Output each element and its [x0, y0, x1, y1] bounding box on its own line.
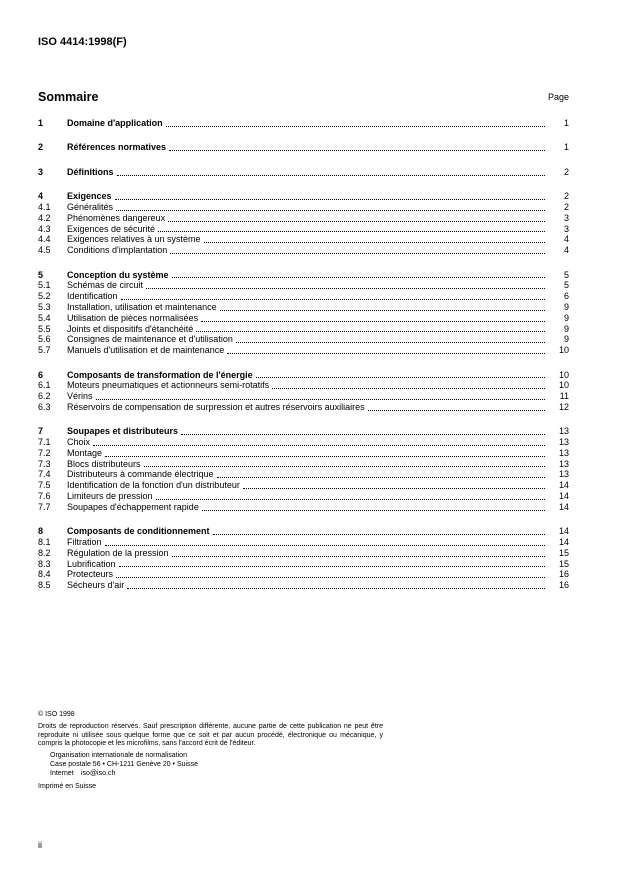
- toc-subsection-row: [38, 580, 569, 591]
- toc-section-group: [38, 167, 569, 178]
- toc-dot-leader: [121, 299, 545, 300]
- toc-entry-title: Composants de conditionnement: [67, 526, 210, 537]
- toc-entry-number: 6: [38, 369, 44, 380]
- toc-entry-title: Exigences relatives à un système: [67, 234, 201, 245]
- toc-section-group: [38, 526, 569, 591]
- toc-entry-title: Soupapes d'échappement rapide: [67, 501, 199, 512]
- toc-entry-number: 4.3: [38, 223, 51, 234]
- internet-email: iso@iso.ch: [81, 769, 116, 777]
- printed-in: Imprimé en Suisse: [38, 782, 96, 790]
- toc-entry-number: 6.1: [38, 380, 51, 391]
- toc-entry-number: 4.1: [38, 201, 51, 212]
- toc-section-row: [38, 526, 569, 537]
- publisher-postal-address: Case postale 56 • CH-1211 Genève 20 • Suisse: [50, 760, 198, 768]
- toc-entry-title: Domaine d'application: [67, 118, 163, 128]
- toc-entry-page: 9: [563, 323, 569, 334]
- toc-section-row: [38, 142, 569, 153]
- copyright-line: © ISO 1998: [38, 711, 75, 718]
- toc-entry-title: Références normatives: [67, 142, 167, 153]
- toc-entry-number: 5.6: [38, 334, 51, 345]
- toc-entry-number: 5.3: [38, 301, 51, 312]
- toc-entry-page: 2: [563, 166, 569, 177]
- toc-subsection-row: [38, 234, 569, 245]
- toc-entry-title: Lubrification: [67, 558, 116, 569]
- toc-page-column-label: Page: [547, 92, 569, 102]
- toc-entry-page: 4: [563, 234, 569, 245]
- toc-entry-page: 3: [563, 212, 569, 223]
- toc-title: Sommaire: [38, 90, 99, 104]
- toc-dot-leader: [172, 556, 545, 557]
- toc-entry-number: 7.3: [38, 458, 51, 469]
- toc-dot-leader: [96, 399, 545, 400]
- toc-entry-number: 7.5: [38, 480, 51, 491]
- toc-subsection-row: [38, 537, 569, 548]
- toc-subsection-row: [38, 491, 569, 502]
- toc-dot-leader: [116, 577, 545, 578]
- toc-dot-leader: [196, 331, 545, 332]
- toc-dot-leader: [105, 456, 545, 457]
- toc-entry-page: 15: [558, 558, 569, 569]
- toc-entry-title: Distributeurs à commande électrique: [67, 469, 214, 480]
- toc-subsection-row: [38, 402, 569, 413]
- toc-subsection-row: [38, 437, 569, 448]
- toc-dot-leader: [117, 175, 546, 176]
- toc-entry-title: Consignes de maintenance et d'utilisation: [67, 334, 233, 345]
- toc-dot-leader: [256, 377, 545, 378]
- toc-entry-number: 3: [38, 166, 44, 177]
- toc-entry-title: Composants de transformation de l'énergie: [67, 369, 253, 380]
- toc-entry-title: Filtration: [67, 537, 102, 548]
- toc-entry-number: 8.2: [38, 547, 51, 558]
- toc-entry-title: Régulation de la pression: [67, 547, 169, 558]
- toc-entry-number: 1: [38, 118, 44, 128]
- toc-entry-title: Sécheurs d'air: [67, 580, 125, 591]
- toc-entry-number: 5.5: [38, 323, 51, 334]
- toc-entry-number: 5.2: [38, 291, 51, 302]
- toc-dot-leader: [158, 231, 545, 232]
- toc-entry-number: 5.7: [38, 345, 51, 356]
- toc-entry-page: 13: [558, 437, 569, 448]
- toc-subsection-row: [38, 480, 569, 491]
- toc-entry-number: 5.4: [38, 312, 51, 323]
- toc-dot-leader: [170, 253, 545, 254]
- toc-entry-page: 10: [558, 380, 569, 391]
- toc-entry-page: 1: [563, 118, 569, 128]
- toc-dot-leader: [168, 221, 545, 222]
- toc-entry-number: 8.1: [38, 537, 51, 548]
- toc-entry-title: Identification de la fonction d'un distributeur: [67, 480, 240, 491]
- toc-section-row: [38, 191, 569, 202]
- toc-dot-leader: [169, 150, 545, 151]
- copyright-notice: [38, 711, 383, 791]
- toc-dot-leader: [116, 210, 545, 211]
- toc-entry-title: Exigences: [67, 191, 112, 202]
- toc-entry-page: 1: [563, 142, 569, 153]
- toc-subsection-row: [38, 459, 569, 470]
- toc-section-group: [38, 118, 569, 129]
- toc-entry-number: 4: [38, 191, 44, 202]
- toc-dot-leader: [115, 199, 545, 200]
- toc-dot-leader: [105, 545, 545, 546]
- publisher-address: [38, 752, 383, 778]
- toc-entry-number: 6.2: [38, 391, 51, 402]
- toc-section-row: [38, 118, 569, 129]
- toc-dot-leader: [144, 466, 545, 467]
- toc-entry-title: Phénomènes dangereux: [67, 212, 166, 223]
- toc-entry-number: 5: [38, 269, 44, 280]
- toc-dot-leader: [204, 242, 545, 243]
- toc-entry-title: Blocs distributeurs: [67, 458, 141, 469]
- toc-subsection-row: [38, 448, 569, 459]
- toc-entry-page: 10: [558, 345, 569, 356]
- toc-section-row: [38, 167, 569, 178]
- toc-entry-title: Montage: [67, 447, 103, 458]
- toc-entry-page: 14: [558, 501, 569, 512]
- toc-entry-title: Schémas de circuit: [67, 280, 144, 291]
- toc-subsection-row: [38, 213, 569, 224]
- toc-dot-leader: [181, 434, 545, 435]
- toc-subsection-row: [38, 291, 569, 302]
- toc-entry-title: Soupapes et distributeurs: [67, 426, 179, 437]
- toc-subsection-row: [38, 559, 569, 570]
- toc-dot-leader: [119, 566, 545, 567]
- toc-entry-title: Conception du système: [67, 269, 169, 280]
- toc-entry-number: 8.3: [38, 558, 51, 569]
- toc-entry-title: Réservoirs de compensation de surpression et autres réservoirs auxiliaires: [67, 401, 365, 412]
- toc-entry-number: 7: [38, 426, 44, 437]
- toc-entry-page: 14: [558, 480, 569, 491]
- publisher-name: Organisation internationale de normalisation: [50, 752, 187, 760]
- publisher-internet: [50, 770, 383, 779]
- toc-entry-page: 4: [563, 245, 569, 256]
- toc-entry-number: 2: [38, 142, 44, 153]
- toc-section-row: [38, 370, 569, 381]
- toc-subsection-row: [38, 245, 569, 256]
- toc-dot-leader: [166, 126, 545, 127]
- toc-section-group: [38, 270, 569, 356]
- toc-dot-leader: [93, 445, 545, 446]
- toc-subsection-row: [38, 345, 569, 356]
- toc-entry-number: 7.4: [38, 469, 51, 480]
- toc-entry-page: 13: [558, 458, 569, 469]
- toc-dot-leader: [236, 342, 545, 343]
- toc-entry-number: 7.6: [38, 491, 51, 502]
- toc-entry-page: 14: [558, 491, 569, 502]
- toc-entry-title: Identification: [67, 291, 118, 302]
- toc-dot-leader: [217, 477, 545, 478]
- toc-dot-leader: [172, 277, 545, 278]
- toc-entry-title: Installation, utilisation et maintenance: [67, 301, 217, 312]
- toc-entry-page: 2: [563, 201, 569, 212]
- toc-subsection-row: [38, 334, 569, 345]
- toc-entry-page: 3: [563, 223, 569, 234]
- toc-subsection-row: [38, 280, 569, 291]
- toc-subsection-row: [38, 313, 569, 324]
- toc-entry-title: Limiteurs de pression: [67, 491, 153, 502]
- toc-entry-number: 8: [38, 526, 44, 537]
- toc-entry-page: 13: [558, 447, 569, 458]
- toc-entry-page: 12: [558, 401, 569, 412]
- toc-entry-number: 4.4: [38, 234, 51, 245]
- toc-entry-title: Joints et dispositifs d'étanchéité: [67, 323, 194, 334]
- toc-subsection-row: [38, 202, 569, 213]
- rights-statement: Droits de reproduction réservés. Sauf prescription différente, aucune partie de cette publication ne peut être reproduite ni utilisée sous quelque forme que ce soit et par aucun procédé, électronique ou mécanique, y compris la photocopie et les microfilms, sans l'accord écrit de l'éditeur.: [38, 722, 383, 748]
- toc-dot-leader: [220, 310, 545, 311]
- page-number: ii: [38, 840, 42, 850]
- toc-entry-number: 7.1: [38, 437, 51, 448]
- toc-entry-title: Généralités: [67, 201, 114, 212]
- toc-entry-page: 13: [558, 426, 569, 437]
- toc-entry-page: 2: [563, 191, 569, 202]
- toc-subsection-row: [38, 502, 569, 513]
- toc-dot-leader: [272, 388, 545, 389]
- toc-entry-page: 16: [558, 580, 569, 591]
- toc-entry-title: Choix: [67, 437, 91, 448]
- toc-subsection-row: [38, 380, 569, 391]
- toc-subsection-row: [38, 548, 569, 559]
- toc-entry-page: 10: [558, 369, 569, 380]
- toc-entry-title: Définitions: [67, 166, 114, 177]
- toc-entry-page: 16: [558, 569, 569, 580]
- toc-dot-leader: [213, 534, 545, 535]
- toc-entry-page: 15: [558, 547, 569, 558]
- toc-dot-leader: [243, 488, 545, 489]
- toc-entry-page: 9: [563, 334, 569, 345]
- toc-entry-page: 13: [558, 469, 569, 480]
- toc-entry-page: 11: [559, 391, 569, 402]
- toc-entry-title: Conditions d'implantation: [67, 245, 168, 256]
- internet-label: Internet: [50, 769, 74, 777]
- toc-entry-title: Moteurs pneumatiques et actionneurs semi-rotatifs: [67, 380, 270, 391]
- toc-dot-leader: [202, 510, 545, 511]
- toc-entry-number: 8.5: [38, 580, 51, 591]
- toc-entry-number: 4.5: [38, 245, 51, 256]
- toc-entry-title: Protecteurs: [67, 569, 114, 580]
- toc-entry-title: Utilisation de pièces normalisées: [67, 312, 199, 323]
- toc-entry-number: 7.7: [38, 501, 51, 512]
- toc-section-group: [38, 142, 569, 153]
- toc-section-row: [38, 270, 569, 281]
- toc-dot-leader: [368, 410, 545, 411]
- toc-section-row: [38, 426, 569, 437]
- toc-entry-title: Manuels d'utilisation et de maintenance: [67, 345, 225, 356]
- toc-section-group: [38, 370, 569, 413]
- toc-subsection-row: [38, 469, 569, 480]
- toc-entry-number: 8.4: [38, 569, 51, 580]
- toc-section-group: [38, 426, 569, 512]
- toc-entry-number: 5.1: [38, 280, 51, 291]
- toc-dot-leader: [127, 588, 545, 589]
- toc-entry-title: Exigences de sécurité: [67, 223, 156, 234]
- toc-subsection-row: [38, 324, 569, 335]
- toc-dot-leader: [201, 321, 545, 322]
- table-of-contents: [38, 118, 569, 605]
- toc-entry-page: 9: [563, 301, 569, 312]
- toc-entry-number: 4.2: [38, 212, 51, 223]
- document-header-id: ISO 4414:1998(F): [38, 36, 127, 48]
- toc-entry-number: 6.3: [38, 401, 51, 412]
- toc-subsection-row: [38, 224, 569, 235]
- toc-entry-title: Vérins: [67, 391, 93, 402]
- toc-entry-page: 5: [563, 269, 569, 280]
- toc-dot-leader: [227, 353, 545, 354]
- toc-entry-page: 14: [558, 537, 569, 548]
- toc-subsection-row: [38, 391, 569, 402]
- toc-section-group: [38, 191, 569, 256]
- toc-dot-leader: [156, 499, 545, 500]
- toc-entry-page: 14: [558, 526, 569, 537]
- toc-entry-number: 7.2: [38, 447, 51, 458]
- toc-subsection-row: [38, 569, 569, 580]
- toc-entry-page: 5: [563, 280, 569, 291]
- toc-subsection-row: [38, 302, 569, 313]
- toc-entry-page: 6: [563, 291, 569, 302]
- toc-dot-leader: [146, 288, 545, 289]
- toc-entry-page: 9: [563, 312, 569, 323]
